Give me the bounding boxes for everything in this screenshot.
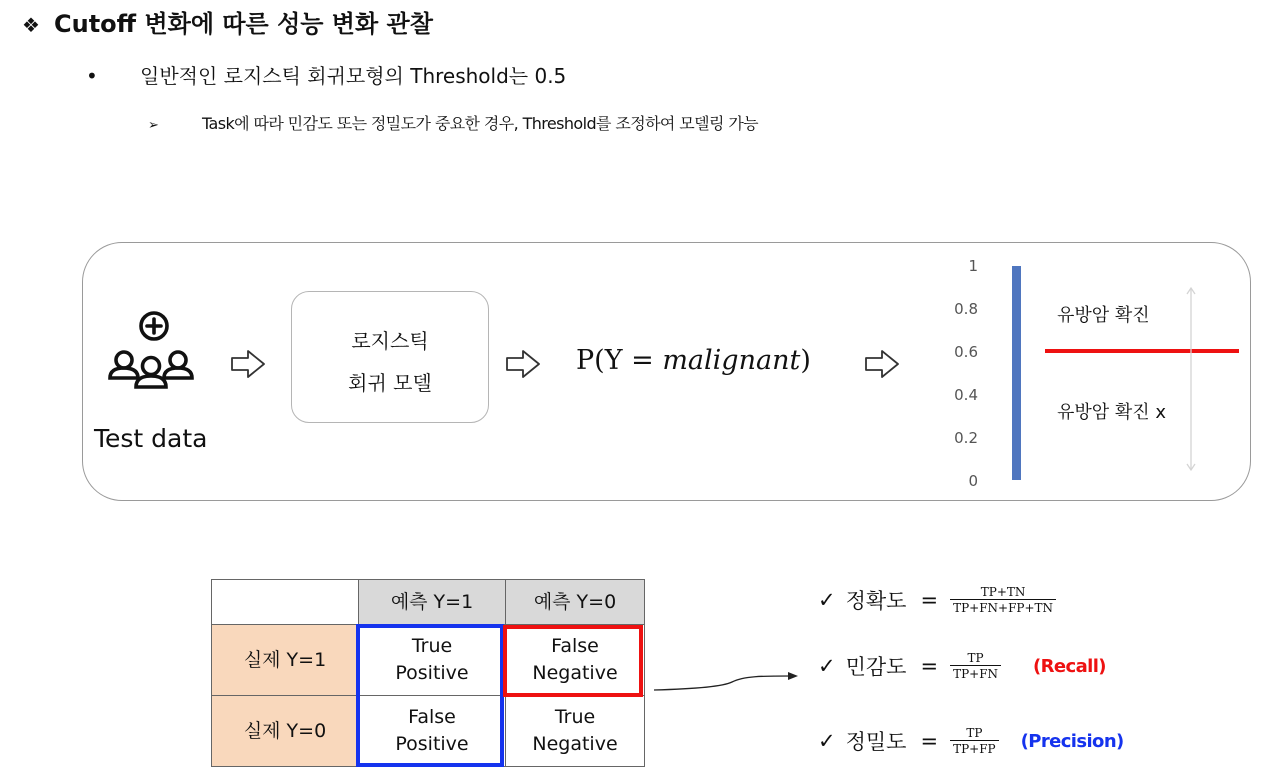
cm-cell-line: Positive <box>395 662 469 684</box>
numerator: TP <box>967 651 984 665</box>
cm-cell-line: True <box>554 706 596 728</box>
model-box-line2: 회귀 모델 <box>348 371 432 395</box>
precision-metric <box>818 726 1124 756</box>
sub-bullet-item <box>148 111 758 134</box>
scale-tick: 0.6 <box>954 343 978 361</box>
check-icon: ✓ <box>818 588 836 612</box>
sub-bullet-text: Task에 따라 민감도 또는 정밀도가 중요한 경우, Threshold를 조정하여 모델링 가능 <box>202 114 759 133</box>
check-icon: ✓ <box>818 654 836 678</box>
actual-header: 실제 Y=1 <box>212 625 359 696</box>
test-data-label: Test data <box>94 424 208 453</box>
recall-highlight-box <box>503 625 643 697</box>
logistic-model-box <box>291 291 489 423</box>
probability-formula <box>576 345 811 376</box>
precision-highlight-box <box>356 624 504 767</box>
patients-medical-icon <box>104 310 194 410</box>
bullet-item <box>86 60 566 89</box>
double-arrow-icon <box>1185 286 1197 472</box>
lower-zone-label: 유방암 확진 x <box>1057 402 1167 423</box>
section-title <box>22 4 433 39</box>
cm-cell-line: Positive <box>395 733 469 755</box>
scale-tick: 0.2 <box>954 429 978 447</box>
denominator: TP+FP <box>950 740 999 756</box>
upper-zone-label: 유방암 확진 <box>1057 305 1150 326</box>
hollow-right-arrow-icon <box>230 349 266 379</box>
bullet-text: 일반적인 로지스틱 회귀모형의 Threshold는 0.5 <box>140 64 567 88</box>
threshold-line <box>1045 349 1239 353</box>
cm-cell-line: Negative <box>532 733 618 755</box>
formula-variable: malignant <box>662 345 801 376</box>
check-icon: ✓ <box>818 729 836 753</box>
hollow-right-arrow-icon <box>505 349 541 379</box>
cm-cell-line: Negative <box>532 662 618 684</box>
dot-bullet-icon: • <box>86 64 98 88</box>
section-title-text: Cutoff 변화에 따른 성능 변화 관찰 <box>54 10 433 38</box>
equals-sign: = <box>920 654 939 678</box>
diamond-bullet-icon: ❖ <box>22 13 40 37</box>
recall-tag: (Recall) <box>1033 655 1106 677</box>
denominator: TP+FN <box>950 665 1001 681</box>
accuracy-fraction <box>950 585 1056 615</box>
scale-tick: 0 <box>968 472 978 490</box>
cm-cell-line: False <box>551 635 599 657</box>
metric-name: 민감도 <box>845 655 907 679</box>
equals-sign: = <box>920 588 939 612</box>
recall-metric <box>818 651 1106 681</box>
precision-tag: (Precision) <box>1020 730 1124 752</box>
probability-bar <box>1012 266 1021 480</box>
model-box-line1: 로지스틱 <box>351 329 429 353</box>
formula-suffix: ) <box>800 345 811 376</box>
metric-name: 정밀도 <box>845 730 907 754</box>
actual-header: 실제 Y=0 <box>212 696 359 767</box>
formula-prefix: P(Y = <box>576 345 663 376</box>
metric-name: 정확도 <box>845 589 907 613</box>
corner-cell <box>212 580 359 625</box>
recall-fraction <box>950 651 1001 681</box>
precision-fraction <box>950 726 999 756</box>
cm-cell-line: False <box>408 706 456 728</box>
cm-cell-tn <box>506 696 645 767</box>
hollow-right-arrow-icon <box>864 349 900 379</box>
scale-tick: 0.4 <box>954 386 978 404</box>
pred-header: 예측 Y=1 <box>359 580 506 625</box>
pred-header: 예측 Y=0 <box>506 580 645 625</box>
scale-tick: 0.8 <box>954 300 978 318</box>
equals-sign: = <box>920 729 939 753</box>
numerator: TP+TN <box>980 585 1026 599</box>
connector-arrow-icon <box>652 670 800 694</box>
accuracy-metric <box>818 585 1056 615</box>
scale-tick: 1 <box>968 257 978 275</box>
cm-cell-line: True <box>411 635 453 657</box>
denominator: TP+FN+FP+TN <box>950 599 1056 615</box>
arrow-bullet-icon: ➢ <box>148 118 159 133</box>
numerator: TP <box>966 726 983 740</box>
